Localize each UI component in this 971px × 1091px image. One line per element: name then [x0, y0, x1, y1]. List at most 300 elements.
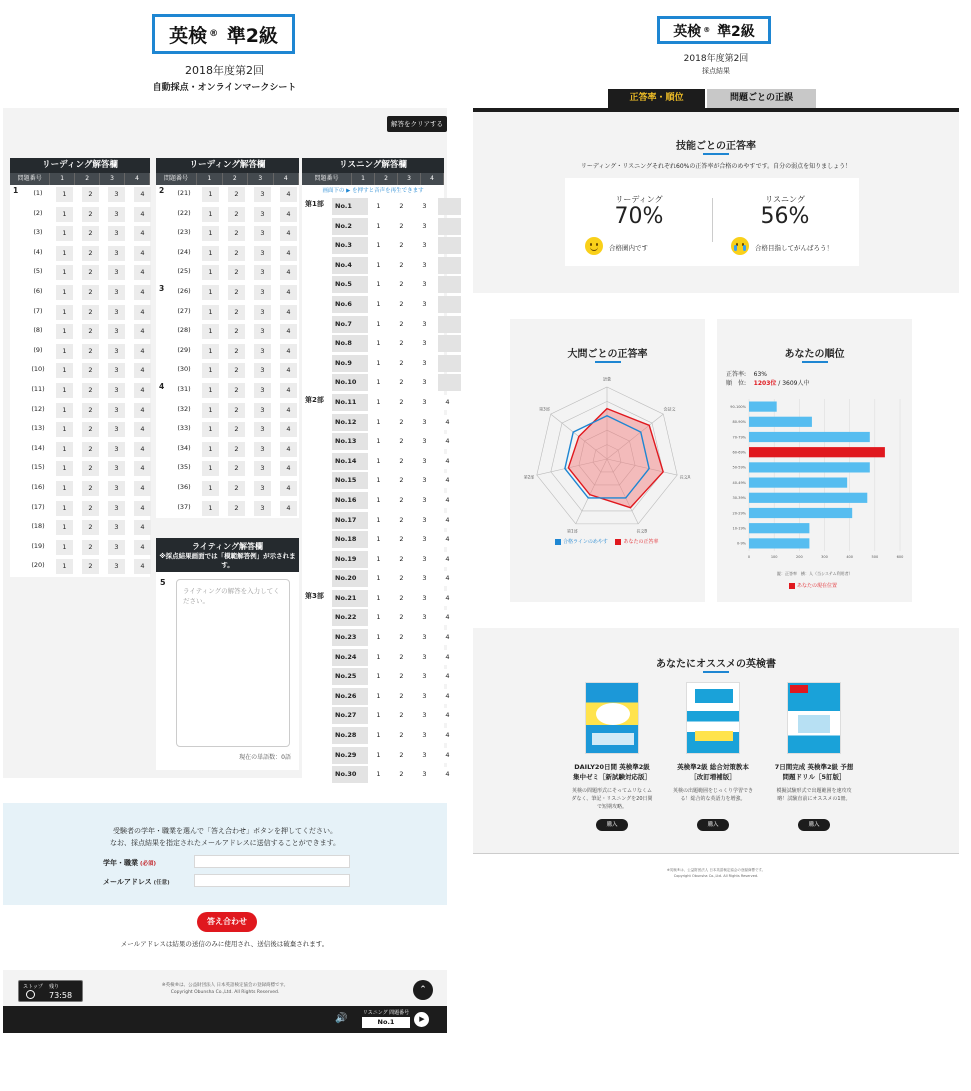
answer-choice-2[interactable]: 2 — [228, 442, 245, 457]
answer-choice-4[interactable]: 4 — [280, 442, 297, 457]
answer-choice-1[interactable]: 1 — [370, 493, 387, 508]
answer-choice-4[interactable]: 4 — [134, 285, 151, 300]
answer-choice-1[interactable]: 1 — [202, 305, 219, 320]
answer-choice-1[interactable]: 1 — [56, 501, 73, 516]
answer-choice-2[interactable]: 2 — [228, 403, 245, 418]
answer-choice-1[interactable]: 1 — [202, 501, 219, 516]
answer-choice-3[interactable]: 3 — [416, 219, 433, 234]
answer-choice-1[interactable]: 1 — [202, 481, 219, 496]
answer-choice-4[interactable]: 4 — [280, 481, 297, 496]
buy-button[interactable]: 購入 — [596, 819, 628, 831]
answer-choice-4[interactable]: 4 — [439, 552, 456, 567]
answer-choice-3[interactable]: 3 — [416, 650, 433, 665]
answer-choice-4[interactable]: 4 — [134, 226, 151, 241]
answer-choice-4[interactable]: 4 — [134, 187, 151, 202]
answer-choice-4[interactable]: 4 — [280, 501, 297, 516]
answer-choice-2[interactable]: 2 — [393, 610, 410, 625]
answer-choice-4[interactable]: 4 — [439, 571, 456, 586]
play-icon[interactable]: ▶ — [414, 1012, 429, 1027]
answer-choice-3[interactable]: 3 — [416, 336, 433, 351]
answer-choice-2[interactable]: 2 — [393, 630, 410, 645]
writing-answer-textarea[interactable]: ライティングの解答を入力してください。 — [176, 579, 290, 747]
answer-choice-3[interactable]: 3 — [416, 552, 433, 567]
answer-choice-3[interactable]: 3 — [416, 532, 433, 547]
answer-choice-2[interactable]: 2 — [82, 403, 99, 418]
answer-choice-2[interactable]: 2 — [393, 591, 410, 606]
answer-choice-3[interactable]: 3 — [108, 285, 125, 300]
answer-choice-3[interactable]: 3 — [416, 708, 433, 723]
answer-choice-1[interactable]: 1 — [202, 285, 219, 300]
answer-choice-1[interactable]: 1 — [370, 375, 387, 390]
answer-choice-3[interactable]: 3 — [254, 324, 271, 339]
answer-choice-2[interactable]: 2 — [393, 395, 410, 410]
answer-choice-4[interactable]: 4 — [280, 226, 297, 241]
answer-choice-3[interactable]: 3 — [254, 403, 271, 418]
answer-choice-3[interactable]: 3 — [254, 481, 271, 496]
answer-choice-2[interactable]: 2 — [393, 317, 410, 332]
answer-choice-2[interactable]: 2 — [393, 219, 410, 234]
answer-choice-2[interactable]: 2 — [393, 532, 410, 547]
answer-choice-2[interactable]: 2 — [228, 344, 245, 359]
answer-choice-1[interactable]: 1 — [370, 767, 387, 782]
answer-choice-4[interactable]: 4 — [134, 481, 151, 496]
answer-choice-3[interactable]: 3 — [108, 442, 125, 457]
answer-choice-4[interactable]: 4 — [280, 344, 297, 359]
answer-choice-3[interactable]: 3 — [416, 375, 433, 390]
answer-choice-2[interactable]: 2 — [228, 363, 245, 378]
answer-choice-1[interactable]: 1 — [56, 481, 73, 496]
answer-choice-3[interactable]: 3 — [416, 767, 433, 782]
answer-choice-1[interactable]: 1 — [56, 520, 73, 535]
question-row — [302, 726, 450, 746]
answer-choice-1[interactable]: 1 — [202, 187, 219, 202]
answer-choice-2[interactable]: 2 — [228, 324, 245, 339]
answer-choice-1[interactable]: 1 — [370, 395, 387, 410]
answer-choice-1[interactable]: 1 — [370, 473, 387, 488]
book-cover-3[interactable] — [787, 682, 841, 754]
current-question-select[interactable]: No.1 — [362, 1017, 410, 1028]
answer-choice-3[interactable]: 3 — [416, 689, 433, 704]
answer-choice-4[interactable]: 4 — [134, 403, 151, 418]
answer-choice-1[interactable]: 1 — [370, 454, 387, 469]
form-instruction-line: なお、採点結果を指定されたメールアドレスに送信することができます。 — [109, 839, 341, 847]
answer-choice-2[interactable]: 2 — [228, 422, 245, 437]
answer-choice-2[interactable]: 2 — [393, 748, 410, 763]
book-cover-1[interactable] — [585, 682, 639, 754]
answer-choice-4[interactable]: 4 — [134, 383, 151, 398]
answer-choice-1[interactable]: 1 — [202, 246, 219, 261]
answer-choice-2[interactable]: 2 — [228, 285, 245, 300]
answer-choice-1[interactable]: 1 — [370, 277, 387, 292]
speaker-icon[interactable]: 🔊 — [335, 1013, 348, 1024]
answer-choice-1[interactable]: 1 — [202, 403, 219, 418]
answer-choice-3[interactable]: 3 — [108, 226, 125, 241]
answer-choice-1[interactable]: 1 — [202, 383, 219, 398]
answer-choice-2[interactable]: 2 — [393, 728, 410, 743]
answer-choice-4[interactable]: 4 — [134, 422, 151, 437]
answer-choice-2[interactable]: 2 — [228, 461, 245, 476]
answer-choice-2[interactable]: 2 — [82, 246, 99, 261]
question-row — [10, 499, 150, 519]
answer-choice-3[interactable]: 3 — [108, 501, 125, 516]
footer — [473, 853, 959, 883]
answer-choice-2[interactable]: 2 — [228, 246, 245, 261]
answer-choice-1[interactable]: 1 — [370, 199, 387, 214]
answer-choice-3[interactable]: 3 — [254, 363, 271, 378]
answer-choice-2[interactable]: 2 — [393, 336, 410, 351]
answer-choice-2[interactable]: 2 — [82, 324, 99, 339]
answer-choice-4[interactable]: 4 — [280, 246, 297, 261]
answer-choice-4[interactable]: 4 — [439, 415, 456, 430]
answer-choice-2[interactable]: 2 — [393, 513, 410, 528]
answer-choice-4[interactable]: 4 — [439, 454, 456, 469]
answer-choice-4[interactable]: 4 — [280, 285, 297, 300]
answer-choice-1[interactable]: 1 — [370, 552, 387, 567]
answer-choice-1[interactable]: 1 — [56, 442, 73, 457]
answer-choice-1[interactable]: 1 — [56, 559, 73, 574]
answer-choice-3[interactable]: 3 — [108, 363, 125, 378]
answer-choice-2[interactable]: 2 — [393, 473, 410, 488]
answer-choice-3[interactable]: 3 — [254, 344, 271, 359]
answer-choice-3[interactable]: 3 — [416, 748, 433, 763]
answer-choice-2[interactable]: 2 — [82, 207, 99, 222]
stop-label: ストップ — [23, 984, 43, 990]
answer-choice-3[interactable]: 3 — [108, 207, 125, 222]
answer-choice-4[interactable]: 4 — [439, 610, 456, 625]
answer-choice-3[interactable]: 3 — [108, 187, 125, 202]
answer-choice-2[interactable]: 2 — [393, 258, 410, 273]
answer-choice-4[interactable]: 4 — [439, 434, 456, 449]
answer-choice-2[interactable]: 2 — [393, 689, 410, 704]
radar-axis-label: 第1部 — [567, 528, 578, 534]
answer-choice-1[interactable]: 1 — [370, 650, 387, 665]
answer-choice-1[interactable]: 1 — [370, 610, 387, 625]
answer-choice-4[interactable]: 4 — [134, 207, 151, 222]
answer-choice-4[interactable]: 4 — [134, 540, 151, 555]
answer-choice-3[interactable]: 3 — [416, 199, 433, 214]
answer-choice-3[interactable]: 3 — [416, 630, 433, 645]
answer-choice-2[interactable]: 2 — [82, 383, 99, 398]
answer-choice-3[interactable]: 3 — [416, 356, 433, 371]
answer-choice-2[interactable]: 2 — [82, 520, 99, 535]
answer-choice-4[interactable]: 4 — [134, 461, 151, 476]
answer-choice-4[interactable]: 4 — [134, 442, 151, 457]
answer-choice-4[interactable]: 4 — [439, 513, 456, 528]
empty-cell — [438, 198, 461, 215]
answer-choice-3[interactable]: 3 — [254, 383, 271, 398]
answer-choice-1[interactable]: 1 — [56, 226, 73, 241]
answer-choice-4[interactable]: 4 — [439, 630, 456, 645]
answer-choice-3[interactable]: 3 — [416, 513, 433, 528]
answer-choice-1[interactable]: 1 — [370, 669, 387, 684]
answer-choice-2[interactable]: 2 — [393, 493, 410, 508]
answer-choice-2[interactable]: 2 — [393, 552, 410, 567]
answer-choice-2[interactable]: 2 — [228, 187, 245, 202]
answer-choice-4[interactable]: 4 — [134, 324, 151, 339]
answer-choice-3[interactable]: 3 — [416, 297, 433, 312]
answer-choice-2[interactable]: 2 — [228, 226, 245, 241]
answer-choice-1[interactable]: 1 — [370, 219, 387, 234]
answer-choice-3[interactable]: 3 — [108, 305, 125, 320]
answer-choice-2[interactable]: 2 — [393, 415, 410, 430]
answer-choice-4[interactable]: 4 — [439, 669, 456, 684]
answer-choice-3[interactable]: 3 — [108, 559, 125, 574]
answer-choice-4[interactable]: 4 — [280, 422, 297, 437]
answer-choice-1[interactable]: 1 — [202, 324, 219, 339]
answer-choice-1[interactable]: 1 — [370, 238, 387, 253]
answer-choice-4[interactable]: 4 — [134, 559, 151, 574]
question-number: (9) — [33, 345, 43, 354]
answer-choice-2[interactable]: 2 — [393, 199, 410, 214]
answer-choice-4[interactable]: 4 — [134, 363, 151, 378]
answer-choice-3[interactable]: 3 — [416, 669, 433, 684]
answer-choice-3[interactable]: 3 — [108, 520, 125, 535]
answer-choice-1[interactable]: 1 — [370, 258, 387, 273]
answer-choice-1[interactable]: 1 — [202, 363, 219, 378]
answer-choice-3[interactable]: 3 — [108, 344, 125, 359]
answer-choice-4[interactable]: 4 — [280, 305, 297, 320]
buy-button[interactable]: 購入 — [697, 819, 729, 831]
answer-choice-1[interactable]: 1 — [56, 305, 73, 320]
answer-choice-3[interactable]: 3 — [108, 383, 125, 398]
answer-choice-4[interactable]: 4 — [280, 324, 297, 339]
answer-choice-2[interactable]: 2 — [82, 344, 99, 359]
answer-choice-1[interactable]: 1 — [370, 689, 387, 704]
answer-choice-1[interactable]: 1 — [202, 226, 219, 241]
answer-choice-2[interactable]: 2 — [393, 454, 410, 469]
answer-choice-1[interactable]: 1 — [370, 336, 387, 351]
answer-choice-1[interactable]: 1 — [56, 383, 73, 398]
answer-choice-3[interactable]: 3 — [254, 422, 271, 437]
answer-choice-2[interactable]: 2 — [228, 207, 245, 222]
answer-choice-1[interactable]: 1 — [202, 265, 219, 280]
answer-choice-3[interactable]: 3 — [416, 610, 433, 625]
answer-choice-3[interactable]: 3 — [254, 265, 271, 280]
answer-choice-1[interactable]: 1 — [56, 540, 73, 555]
answer-choice-4[interactable]: 4 — [439, 689, 456, 704]
question-row — [302, 511, 450, 531]
answer-choice-1[interactable]: 1 — [56, 344, 73, 359]
answer-choice-1[interactable]: 1 — [56, 324, 73, 339]
answer-choice-3[interactable]: 3 — [254, 461, 271, 476]
answer-choice-3[interactable]: 3 — [108, 324, 125, 339]
answer-choice-2[interactable]: 2 — [393, 708, 410, 723]
grade-label — [103, 858, 156, 868]
answer-choice-1[interactable]: 1 — [370, 297, 387, 312]
answer-choice-2[interactable]: 2 — [82, 285, 99, 300]
answer-choice-3[interactable]: 3 — [108, 540, 125, 555]
answer-choice-3[interactable]: 3 — [416, 317, 433, 332]
answer-choice-3[interactable]: 3 — [416, 415, 433, 430]
answer-choice-3[interactable]: 3 — [416, 434, 433, 449]
answer-choice-2[interactable]: 2 — [228, 265, 245, 280]
answer-choice-2[interactable]: 2 — [82, 187, 99, 202]
answer-choice-3[interactable]: 3 — [108, 265, 125, 280]
book-cover-2[interactable] — [686, 682, 740, 754]
answer-choice-3[interactable]: 3 — [108, 246, 125, 261]
answer-choice-2[interactable]: 2 — [82, 442, 99, 457]
answer-choice-1[interactable]: 1 — [370, 571, 387, 586]
tab-per-question[interactable]: 問題ごとの正誤 — [707, 89, 816, 108]
answer-choice-2[interactable]: 2 — [82, 305, 99, 320]
answer-choice-4[interactable]: 4 — [134, 501, 151, 516]
answer-choice-3[interactable]: 3 — [416, 728, 433, 743]
answer-choice-1[interactable]: 1 — [56, 187, 73, 202]
answer-choice-3[interactable]: 3 — [416, 395, 433, 410]
answer-choice-4[interactable]: 4 — [280, 461, 297, 476]
answer-choice-4[interactable]: 4 — [280, 363, 297, 378]
answer-choice-4[interactable]: 4 — [134, 265, 151, 280]
answer-choice-1[interactable]: 1 — [56, 422, 73, 437]
answer-choice-2[interactable]: 2 — [228, 481, 245, 496]
answer-choice-1[interactable]: 1 — [56, 265, 73, 280]
answer-choice-1[interactable]: 1 — [202, 344, 219, 359]
answer-choice-1[interactable]: 1 — [370, 356, 387, 371]
answer-choice-2[interactable]: 2 — [393, 297, 410, 312]
answer-choice-3[interactable]: 3 — [416, 473, 433, 488]
answer-choice-3[interactable]: 3 — [254, 305, 271, 320]
rate-label: 正答率: — [726, 371, 747, 378]
answer-choice-3[interactable]: 3 — [254, 285, 271, 300]
answer-choice-4[interactable]: 4 — [280, 383, 297, 398]
answer-choice-3[interactable]: 3 — [416, 591, 433, 606]
buy-button[interactable]: 購入 — [798, 819, 830, 831]
answer-choice-2[interactable]: 2 — [393, 571, 410, 586]
tab-score-rank[interactable]: 正答率・順位 — [608, 89, 705, 108]
registered-mark: ® — [703, 26, 711, 34]
answer-choice-2[interactable]: 2 — [82, 226, 99, 241]
answer-choice-1[interactable]: 1 — [370, 591, 387, 606]
answer-choice-1[interactable]: 1 — [202, 207, 219, 222]
answer-choice-2[interactable]: 2 — [82, 265, 99, 280]
answer-choice-1[interactable]: 1 — [370, 317, 387, 332]
answer-choice-2[interactable]: 2 — [393, 669, 410, 684]
answer-choice-3[interactable]: 3 — [108, 422, 125, 437]
answer-choice-4[interactable]: 4 — [134, 305, 151, 320]
answer-choice-3[interactable]: 3 — [108, 403, 125, 418]
answer-choice-4[interactable]: 4 — [439, 708, 456, 723]
answer-choice-1[interactable]: 1 — [370, 728, 387, 743]
answer-choice-3[interactable]: 3 — [108, 481, 125, 496]
check-answers-button[interactable]: 答え合わせ — [197, 912, 257, 932]
answer-choice-2[interactable]: 2 — [228, 305, 245, 320]
answer-choice-2[interactable]: 2 — [393, 767, 410, 782]
answer-choice-2[interactable]: 2 — [393, 277, 410, 292]
answer-choice-2[interactable]: 2 — [393, 238, 410, 253]
answer-choice-4[interactable]: 4 — [134, 246, 151, 261]
answer-choice-1[interactable]: 1 — [370, 630, 387, 645]
answer-choice-1[interactable]: 1 — [56, 363, 73, 378]
column-header: 1 — [197, 173, 222, 185]
answer-choice-3[interactable]: 3 — [416, 238, 433, 253]
answer-choice-1[interactable]: 1 — [56, 285, 73, 300]
answer-choice-3[interactable]: 3 — [254, 442, 271, 457]
answer-choice-3[interactable]: 3 — [416, 277, 433, 292]
answer-choice-3[interactable]: 3 — [254, 246, 271, 261]
answer-choice-1[interactable]: 1 — [370, 513, 387, 528]
answer-choice-4[interactable]: 4 — [439, 395, 456, 410]
answer-choice-1[interactable]: 1 — [202, 422, 219, 437]
answer-choice-3[interactable]: 3 — [416, 493, 433, 508]
answer-choice-2[interactable]: 2 — [393, 375, 410, 390]
answer-choice-4[interactable]: 4 — [280, 207, 297, 222]
answer-choice-4[interactable]: 4 — [134, 520, 151, 535]
answer-choice-4[interactable]: 4 — [439, 591, 456, 606]
question-row — [10, 224, 150, 244]
answer-choice-1[interactable]: 1 — [370, 415, 387, 430]
answer-choice-2[interactable]: 2 — [228, 383, 245, 398]
answer-choice-2[interactable]: 2 — [82, 422, 99, 437]
y-tick-label: 50-59% — [732, 465, 746, 470]
email-field[interactable] — [194, 874, 350, 887]
radar-axis-label: 第3部 — [539, 406, 550, 412]
answer-choice-1[interactable]: 1 — [370, 434, 387, 449]
answer-choice-4[interactable]: 4 — [280, 187, 297, 202]
answer-choice-3[interactable]: 3 — [108, 461, 125, 476]
answer-choice-3[interactable]: 3 — [254, 207, 271, 222]
answer-choice-2[interactable]: 2 — [393, 650, 410, 665]
answer-choice-4[interactable]: 4 — [280, 265, 297, 280]
part-label: 第2部 — [305, 395, 324, 404]
question-row — [302, 706, 450, 726]
answer-choice-4[interactable]: 4 — [439, 493, 456, 508]
answer-choice-2[interactable]: 2 — [228, 501, 245, 516]
book-description: 模擬試験形式で出題範囲を速攻攻略！試験直前にオススメの1冊。 — [776, 788, 852, 802]
grade-select[interactable] — [194, 855, 350, 868]
answer-choice-4[interactable]: 4 — [439, 532, 456, 547]
answer-choice-3[interactable]: 3 — [254, 187, 271, 202]
timer-widget[interactable] — [18, 980, 83, 1002]
answer-choice-1[interactable]: 1 — [202, 461, 219, 476]
answer-choice-4[interactable]: 4 — [280, 403, 297, 418]
answer-choice-1[interactable]: 1 — [56, 207, 73, 222]
answer-choice-3[interactable]: 3 — [254, 226, 271, 241]
answer-choice-2[interactable]: 2 — [393, 434, 410, 449]
answer-choice-1[interactable]: 1 — [370, 532, 387, 547]
answer-choice-2[interactable]: 2 — [82, 481, 99, 496]
answer-choice-1[interactable]: 1 — [56, 403, 73, 418]
answer-choice-2[interactable]: 2 — [82, 559, 99, 574]
answer-choice-4[interactable]: 4 — [439, 650, 456, 665]
answer-choice-1[interactable]: 1 — [370, 748, 387, 763]
scroll-top-button[interactable] — [413, 980, 433, 1000]
book-description: 英検の問題形式にそってムリなくムダなく、筆記・リスニングを20日間で短期攻略。 — [571, 788, 653, 810]
answer-choice-4[interactable]: 4 — [134, 344, 151, 359]
answer-choice-2[interactable]: 2 — [82, 501, 99, 516]
x-tick-label: 200 — [795, 555, 803, 559]
answer-choice-2[interactable]: 2 — [82, 461, 99, 476]
answer-choice-3[interactable]: 3 — [416, 454, 433, 469]
answer-choice-4[interactable]: 4 — [439, 748, 456, 763]
answer-choice-1[interactable]: 1 — [202, 442, 219, 457]
answer-choice-2[interactable]: 2 — [82, 363, 99, 378]
answer-choice-4[interactable]: 4 — [439, 767, 456, 782]
answer-choice-4[interactable]: 4 — [439, 728, 456, 743]
answer-choice-1[interactable]: 1 — [370, 708, 387, 723]
answer-choice-3[interactable]: 3 — [416, 258, 433, 273]
rank-total: / 3609人中 — [776, 380, 810, 387]
answer-choice-2[interactable]: 2 — [393, 356, 410, 371]
clear-answers-button[interactable]: 解答をクリアする — [387, 116, 447, 132]
answer-choice-2[interactable]: 2 — [82, 540, 99, 555]
answer-choice-1[interactable]: 1 — [56, 461, 73, 476]
remaining-label: 残り — [49, 984, 60, 990]
answer-choice-4[interactable]: 4 — [439, 473, 456, 488]
reading-message: 合格圏内です — [609, 244, 648, 252]
answer-choice-3[interactable]: 3 — [254, 501, 271, 516]
answer-choice-3[interactable]: 3 — [416, 571, 433, 586]
answer-choice-1[interactable]: 1 — [56, 246, 73, 261]
